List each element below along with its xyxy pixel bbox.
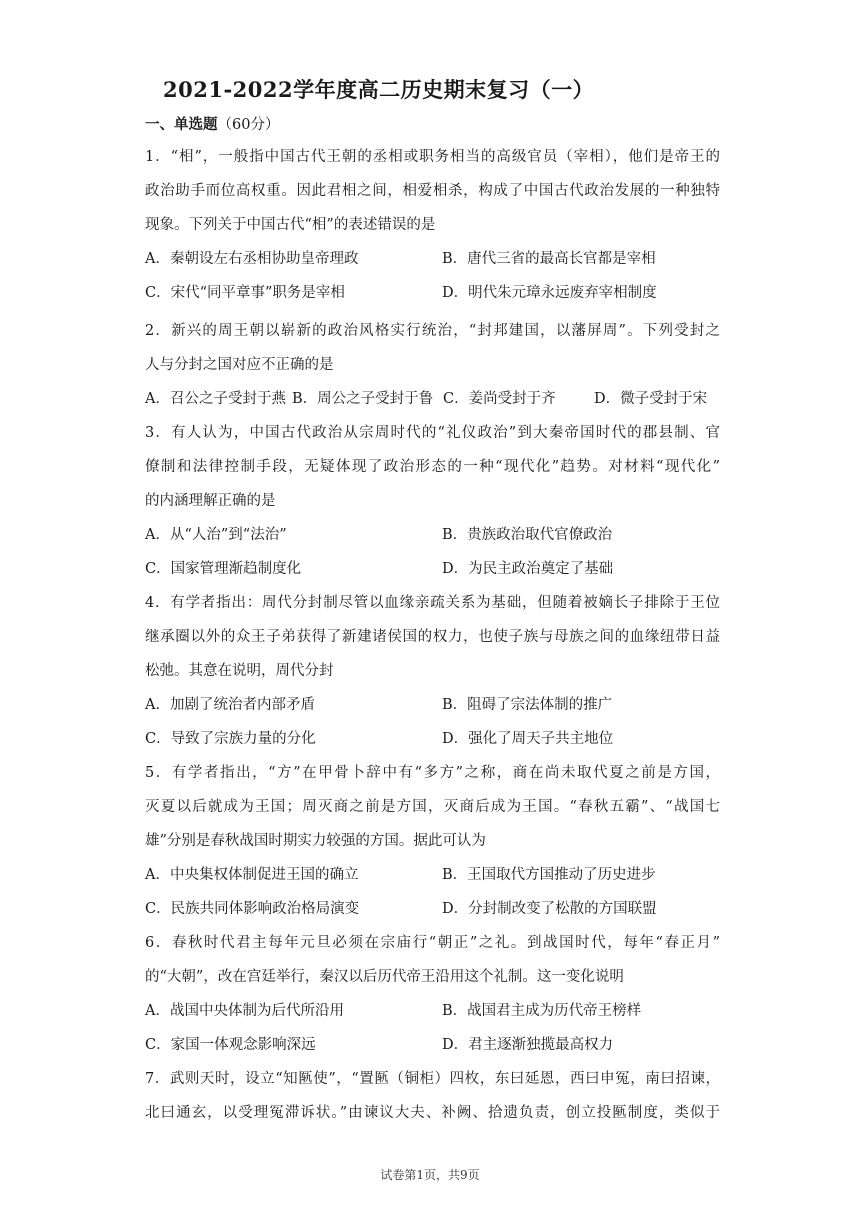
option-row xyxy=(145,858,720,892)
question-text-line: 6．春秋时代君主每年元旦必须在宗庙行“朝正”之礼。到战国时代，每年“春正月” xyxy=(145,935,720,951)
question-text-line: 继承圈以外的众王子弟获得了新建诸侯国的权力，也使子族与母族之间的血缘纽带日益 xyxy=(145,629,720,645)
option-c[interactable]: C．国家管理渐趋制度化 xyxy=(145,561,302,577)
option-d[interactable]: D．强化了周天子共主地位 xyxy=(442,731,614,747)
option-row xyxy=(145,276,720,310)
question-2 xyxy=(145,314,720,416)
question-list xyxy=(145,140,720,1130)
option-b[interactable]: B．贵族政治取代官僚政治 xyxy=(442,527,613,543)
option-row xyxy=(145,552,720,586)
question-6 xyxy=(145,926,720,1062)
option-c[interactable]: C．姜尚受封于齐 xyxy=(443,391,556,407)
section-label: 一、单选题 xyxy=(145,116,218,133)
question-text-line: 4．有学者指出：周代分封制尽管以血缘亲疏关系为基础，但随着被嫡长子排除于王位 xyxy=(145,595,720,611)
option-d[interactable]: D．明代朱元璋永远废弃宰相制度 xyxy=(442,285,657,301)
question-text-line: 2．新兴的周王朝以崭新的政治风格实行统治，“封邦建国，以藩屏周”。下列受封之 xyxy=(145,323,720,339)
option-b[interactable]: B．阻碍了宗法体制的推广 xyxy=(442,697,613,713)
question-5 xyxy=(145,756,720,926)
option-c[interactable]: C．导致了宗族力量的分化 xyxy=(145,731,316,747)
page-footer: 试卷第1页，共9页 xyxy=(380,1168,480,1182)
question-text-line: 松弛。其意在说明，周代分封 xyxy=(145,663,334,679)
question-text-line: 的内涵理解正确的是 xyxy=(145,493,276,509)
option-b[interactable]: B．周公之子受封于鲁 xyxy=(292,391,434,407)
question-text-line: 5．有学者指出，“方”在甲骨卜辞中有“多方”之称，商在尚未取代夏之前是方国， xyxy=(145,765,720,781)
option-a[interactable]: A．秦朝设左右丞相协助皇帝理政 xyxy=(145,251,359,267)
option-b[interactable]: B．战国君主成为历代帝王榜样 xyxy=(442,1003,642,1019)
option-d[interactable]: D．君主逐渐独揽最高权力 xyxy=(442,1037,614,1053)
option-row xyxy=(145,242,720,276)
option-b[interactable]: B．王国取代方国推动了历史进步 xyxy=(442,867,656,883)
option-row xyxy=(145,688,720,722)
question-text-line: 1．“相”，一般指中国古代王朝的丞相或职务相当的高级官员（宰相），他们是帝王的 xyxy=(145,149,720,165)
option-row xyxy=(145,892,720,926)
exam-title: 2021-2022学年度高二历史期末复习（一） xyxy=(163,77,595,102)
option-d[interactable]: D．微子受封于宋 xyxy=(594,391,708,407)
question-text-line: 雄”分别是春秋战国时期实力较强的方国。据此可认为 xyxy=(145,833,486,849)
question-text-line: 僚制和法律控制手段，无疑体现了政治形态的一种“现代化”趋势。对材料“现代化” xyxy=(145,459,720,475)
question-text-line: 的“大朝”，改在宫廷举行，秦汉以后历代帝王沿用这个礼制。这一变化说明 xyxy=(145,969,624,985)
section-score: （60分） xyxy=(217,117,280,133)
question-1 xyxy=(145,140,720,310)
option-d[interactable]: D．为民主政治奠定了基础 xyxy=(442,561,614,577)
question-text-line: 北曰通玄，以受理冤滞诉状。”由谏议大夫、补阙、拾遗负责，创立投匦制度，类似于 xyxy=(145,1105,720,1121)
option-a[interactable]: A．召公之子受封于燕 xyxy=(145,391,286,407)
option-d[interactable]: D．分封制改变了松散的方国联盟 xyxy=(442,901,657,917)
option-c[interactable]: C．宋代“同平章事”职务是宰相 xyxy=(145,285,345,301)
question-text-line: 现象。下列关于中国古代“相”的表述错误的是 xyxy=(145,217,436,233)
option-row xyxy=(145,382,720,416)
option-row xyxy=(145,518,720,552)
section-heading xyxy=(145,113,279,134)
option-a[interactable]: A．中央集权体制促进王国的确立 xyxy=(145,867,359,883)
question-7 xyxy=(145,1062,720,1130)
option-row xyxy=(145,994,720,1028)
question-3 xyxy=(145,416,720,586)
question-text-line: 灭夏以后就成为王国；周灭商之前是方国，灭商后成为王国。“春秋五霸”、“战国七 xyxy=(145,799,720,815)
question-text-line: 政治助手而位高权重。因此君相之间，相爱相杀，构成了中国古代政治发展的一种独特 xyxy=(145,183,720,199)
option-row xyxy=(145,722,720,756)
question-4 xyxy=(145,586,720,756)
option-c[interactable]: C．民族共同体影响政治格局演变 xyxy=(145,901,360,917)
option-row xyxy=(145,1028,720,1062)
option-c[interactable]: C．家国一体观念影响深远 xyxy=(145,1037,316,1053)
option-b[interactable]: B．唐代三省的最高长官都是宰相 xyxy=(442,251,656,267)
question-text-line: 人与分封之国对应不正确的是 xyxy=(145,357,334,373)
option-a[interactable]: A．加剧了统治者内部矛盾 xyxy=(145,697,315,713)
question-text-line: 7．武则天时，设立“知匦使”，“置匦（铜柜）四枚，东曰延恩，西曰申冤，南曰招谏， xyxy=(145,1071,720,1087)
option-a[interactable]: A．从“人治”到“法治” xyxy=(145,527,287,543)
question-text-line: 3．有人认为，中国古代政治从宗周时代的“礼仪政治”到大秦帝国时代的郡县制、官 xyxy=(145,425,720,441)
option-a[interactable]: A．战国中央体制为后代所沿用 xyxy=(145,1003,344,1019)
